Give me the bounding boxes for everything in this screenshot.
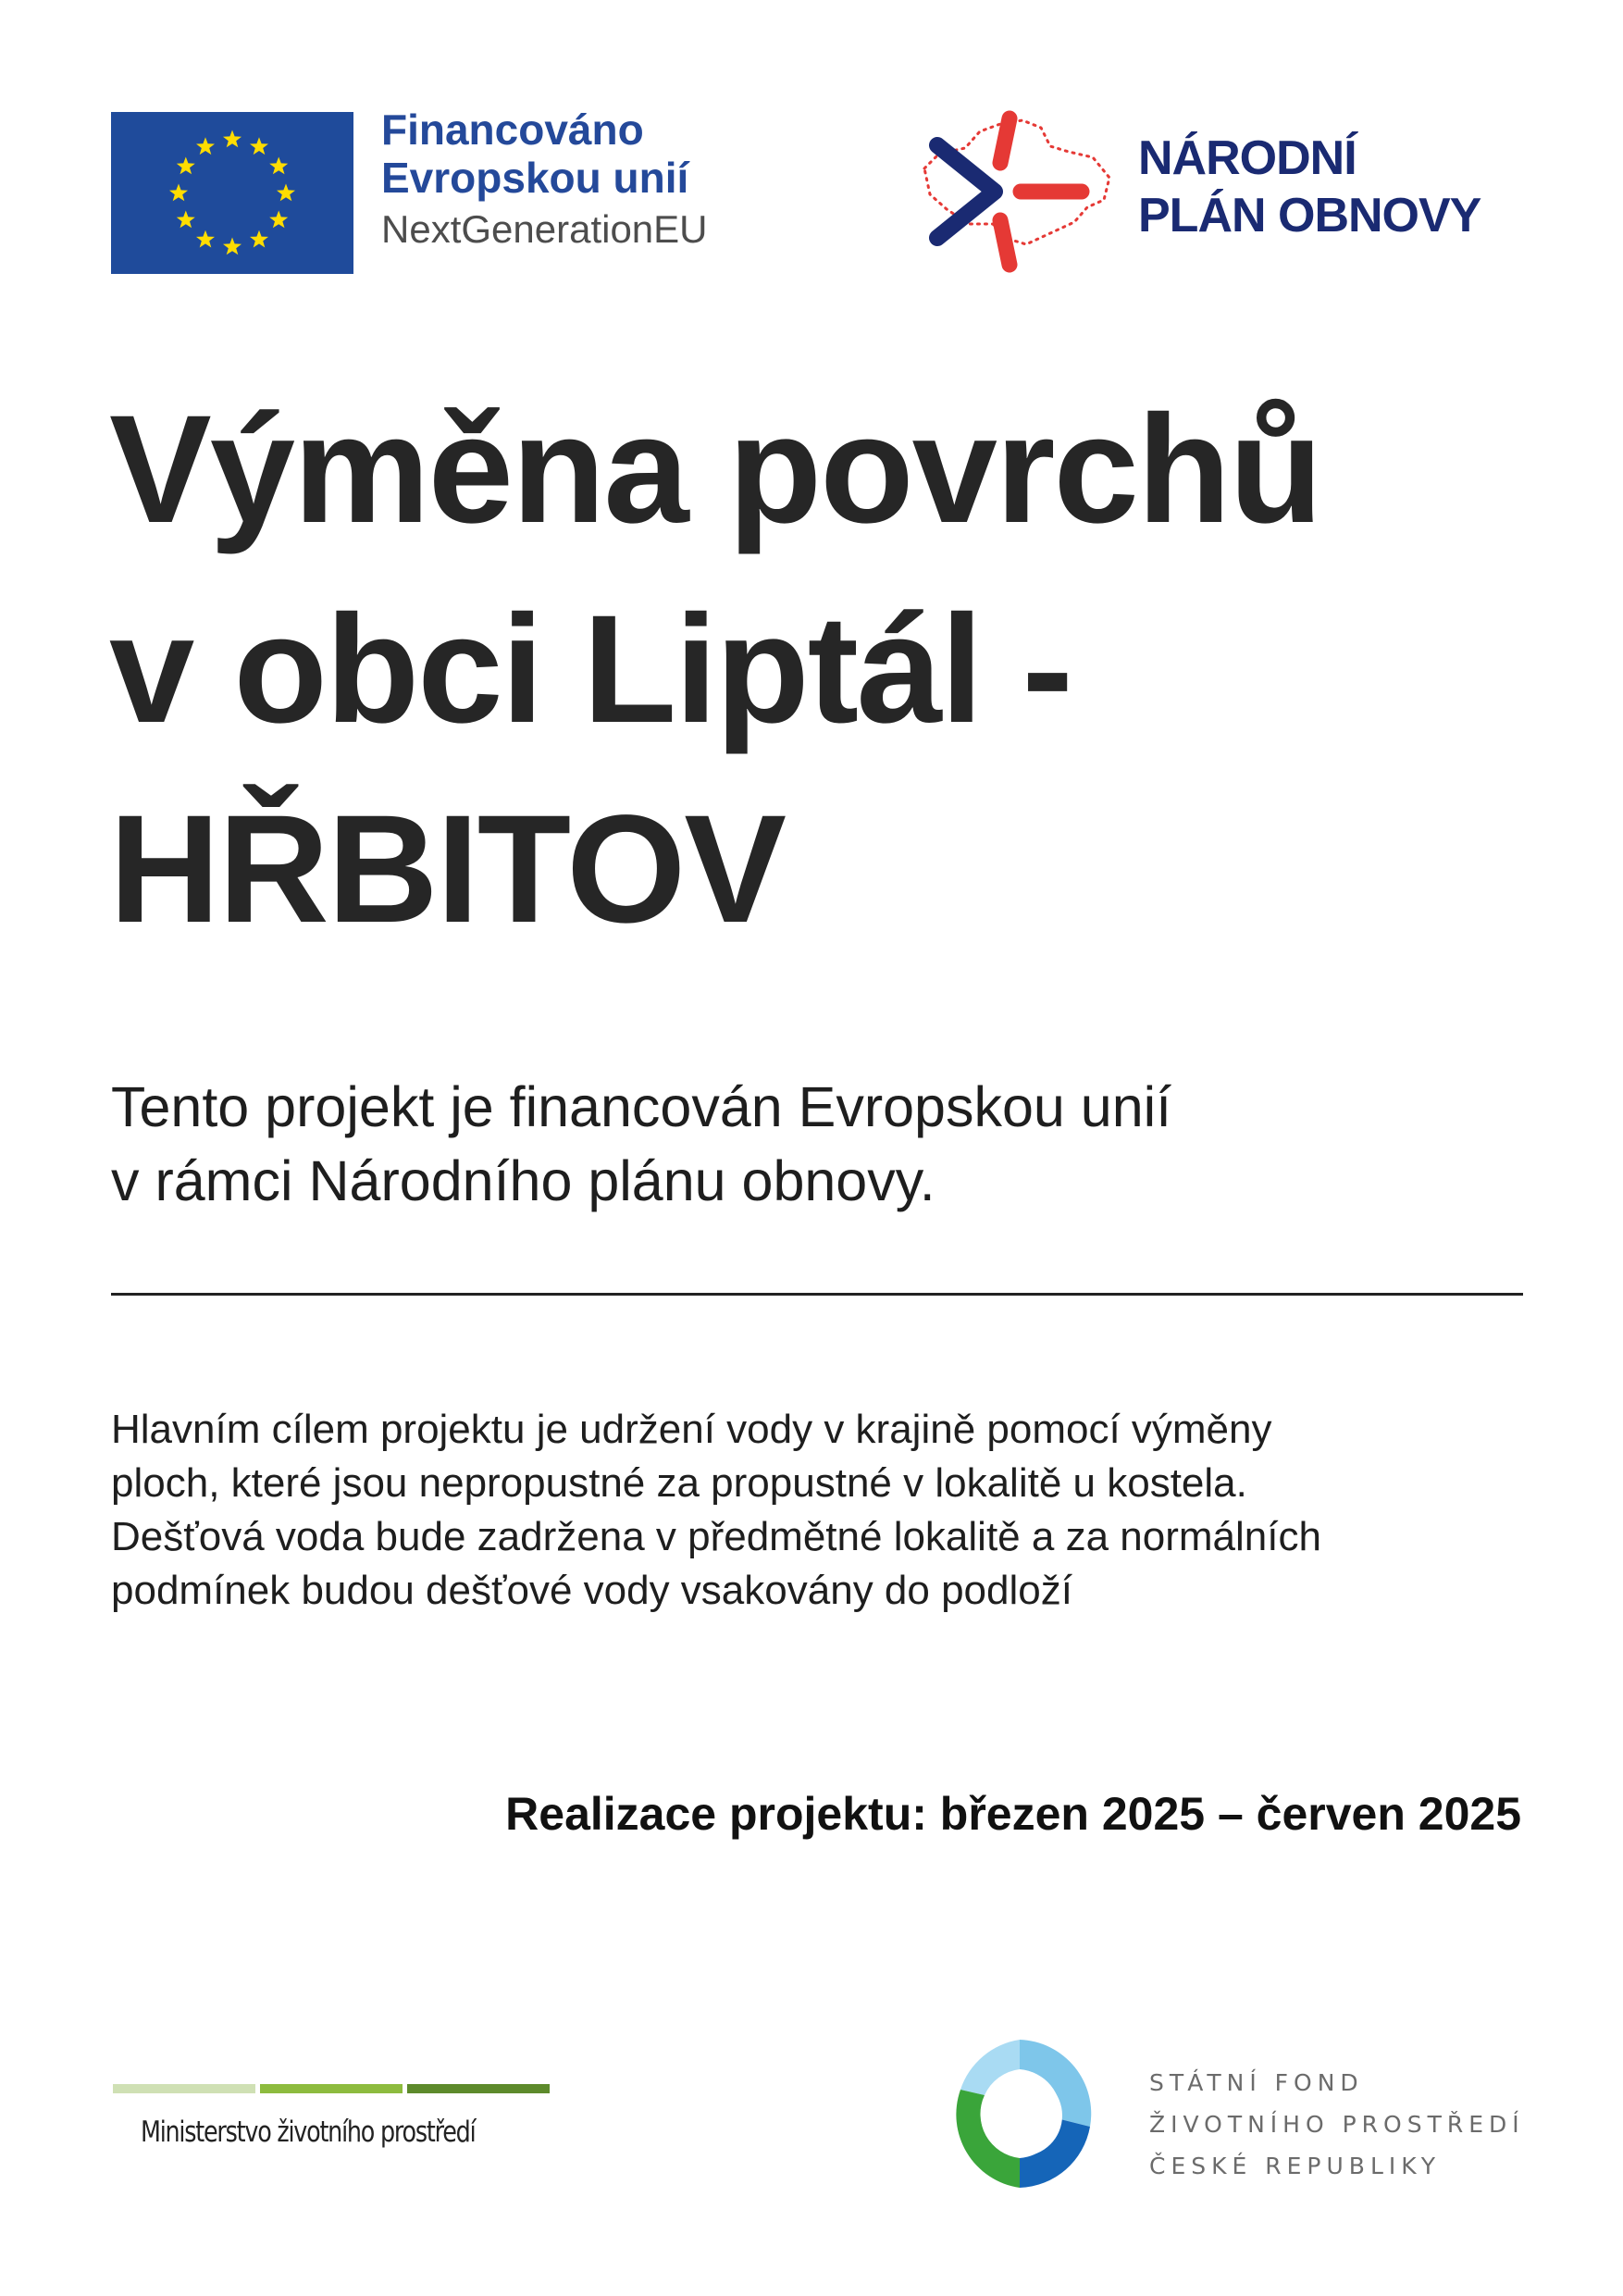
state-fund-line3: ČESKÉ REPUBLIKY — [1149, 2153, 1442, 2179]
eu-logo-line3: NextGenerationEU — [381, 207, 708, 251]
state-fund-line1: STÁTNÍ FOND — [1149, 2069, 1364, 2096]
eu-stars — [169, 130, 295, 255]
npo-symbol-icon — [911, 104, 1117, 279]
eu-funding-logo — [111, 105, 750, 285]
eu-star — [196, 230, 215, 248]
ministry-name: Ministerstvo životního prostředí — [141, 2116, 476, 2149]
description-line1: Hlavním cílem projektu je udržení vody v krajině pomocí výměny — [111, 1407, 1272, 1452]
npo-red-stroke-bottom — [1000, 220, 1010, 265]
npo-logo-line1: NÁRODNÍ — [1138, 131, 1357, 185]
title-line1: Výměna povrchů — [109, 384, 1321, 555]
eu-star — [250, 230, 268, 248]
project-description — [111, 1403, 1536, 1618]
state-fund-name — [1149, 2062, 1525, 2187]
project-title — [109, 370, 1534, 970]
ministry-bar-light — [113, 2084, 255, 2093]
eu-star — [169, 184, 188, 202]
npo-logo — [911, 104, 1522, 279]
ministry-bar-mid — [260, 2084, 403, 2093]
description-line3: Dešťová voda bude zadržena v předmětné lokalitě a za normálních — [111, 1514, 1321, 1559]
eu-star — [177, 211, 195, 229]
eu-flag-icon — [111, 112, 353, 274]
description-line4: podmínek budou dešťové vody vsakovány do podloží — [111, 1568, 1072, 1613]
eu-star — [177, 157, 195, 175]
description-line2: ploch, které jsou nepropustné za propustné v lokalitě u kostela. — [111, 1460, 1247, 1506]
subtitle-line1: Tento projekt je financován Evropskou unií — [111, 1075, 1172, 1138]
state-fund-logo — [942, 2034, 1534, 2201]
eu-star — [196, 137, 215, 155]
title-line3: HŘBITOV — [109, 784, 786, 955]
eu-star — [250, 137, 268, 155]
state-fund-ring-icon — [942, 2034, 1097, 2193]
npo-red-stroke-top — [1000, 118, 1010, 163]
eu-star — [223, 130, 242, 148]
eu-star — [269, 211, 288, 229]
title-line2: v obci Liptál - — [109, 584, 1072, 755]
eu-logo-line2: Evropskou unií — [381, 154, 689, 202]
ministry-color-bars — [113, 2084, 550, 2093]
eu-logo-line1: Financováno — [381, 105, 644, 154]
subtitle-line2: v rámci Národního plánu obnovy. — [111, 1149, 935, 1212]
npo-logo-text — [1138, 130, 1481, 244]
ministry-bar-dark — [407, 2084, 550, 2093]
npo-logo-line2: PLÁN OBNOVY — [1138, 189, 1481, 242]
eu-star — [277, 184, 295, 202]
state-fund-line2: ŽIVOTNÍHO PROSTŘEDÍ — [1149, 2111, 1525, 2138]
realization-period: Realizace projektu: březen 2025 – červen 2025 — [505, 1788, 1521, 1840]
funding-statement — [111, 1070, 1171, 1218]
eu-star — [223, 238, 242, 255]
ring-center — [981, 2075, 1062, 2156]
ministry-logo — [113, 2084, 557, 2158]
eu-logo-text — [381, 105, 708, 254]
divider — [111, 1293, 1523, 1296]
eu-star — [269, 157, 288, 175]
